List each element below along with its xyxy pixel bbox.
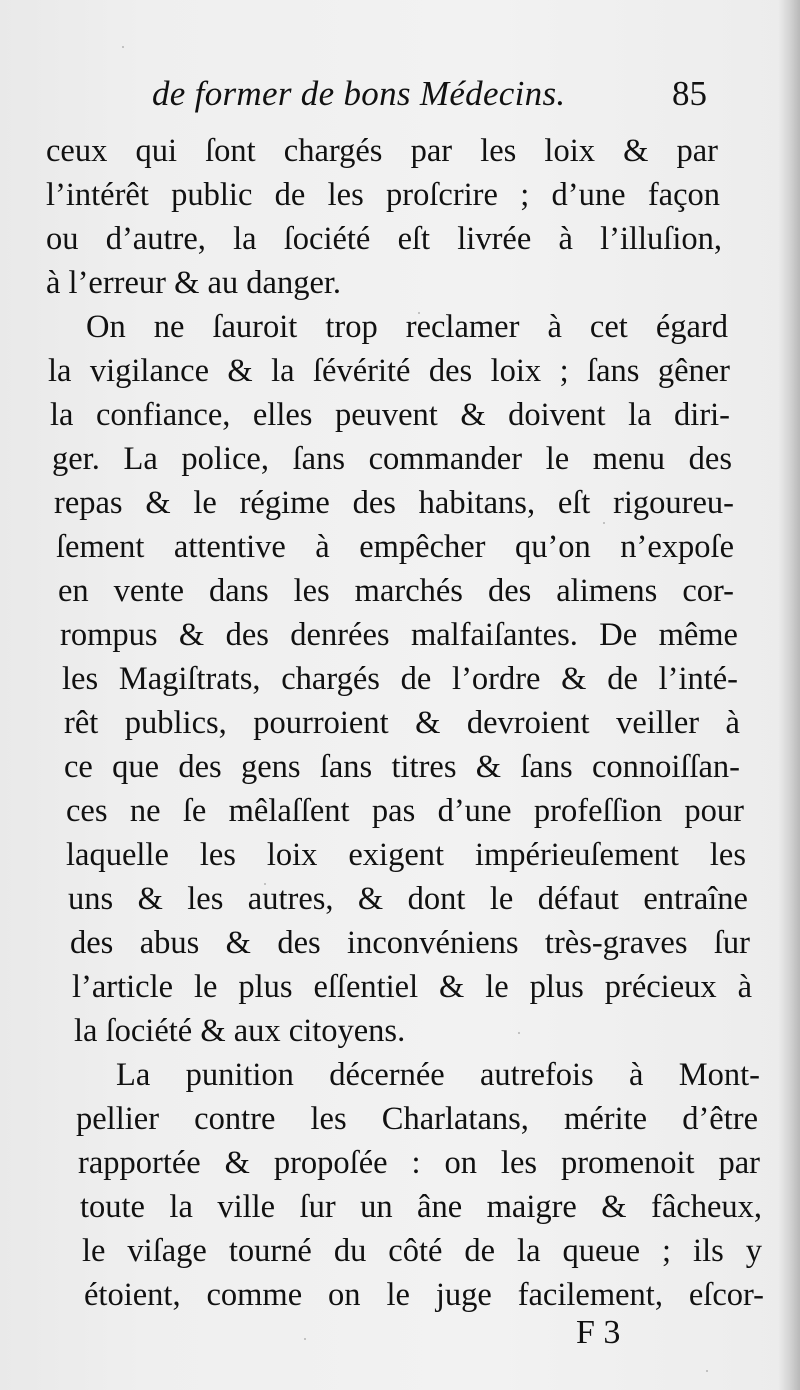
text-line: le viſage tourné du côté de la queue ; ils y — [82, 1233, 762, 1269]
page-footer — [0, 1314, 800, 1364]
text-line: La punition décernée autrefois à Mont- — [116, 1057, 760, 1093]
text-line: l’intérêt public de les proſcrire ; d’une façon — [46, 177, 720, 213]
text-line: étoient, comme on le juge facilement, eſcor- — [84, 1277, 764, 1313]
page-number: 85 — [672, 74, 707, 113]
running-title: de former de bons Médecins. — [152, 74, 566, 113]
text-line: repas & le régime des habitans, eſt rigoureu- — [54, 485, 734, 521]
text-line: ces ne ſe mêlaſſent pas d’une profeſſion pour — [66, 793, 744, 829]
text-line: uns & les autres, & dont le défaut entraîne — [68, 881, 748, 917]
paper-speckle — [518, 1032, 520, 1034]
paper-speckle — [706, 1370, 708, 1372]
text-line: On ne ſauroit trop reclamer à cet égard — [86, 309, 728, 345]
text-line: rompus & des denrées malfaiſantes. De même — [60, 617, 738, 653]
page-header — [0, 74, 800, 128]
signature-mark: F 3 — [576, 1314, 621, 1351]
text-line: rêt publics, pourroient & devroient veiller à — [64, 705, 740, 741]
text-line: en vente dans les marchés des alimens cor- — [58, 573, 734, 609]
text-line: pellier contre les Charlatans, mérite d’être — [76, 1101, 758, 1137]
text-line: ce que des gens ſans titres & ſans connoiſſan- — [64, 749, 740, 785]
text-line: l’article le plus eſſentiel & le plus précieux à — [72, 969, 752, 1005]
text-line: la confiance, elles peuvent & doivent la diri- — [50, 397, 730, 433]
text-line: les Magiſtrats, chargés de l’ordre & de l’inté- — [62, 661, 738, 697]
text-line: ou d’autre, la ſociété eſt livrée à l’illuſion, — [46, 221, 722, 257]
paper-speckle — [122, 46, 124, 48]
text-line: la vigilance & la ſévérité des loix ; ſans gêner — [48, 353, 730, 389]
text-line: ceux qui ſont chargés par les loix & par — [46, 133, 718, 169]
text-line: des abus & des inconvéniens très-graves ſur — [70, 925, 750, 961]
text-line: la ſociété & aux citoyens. — [74, 1013, 406, 1049]
text-line: rapportée & propoſée : on les promenoit par — [78, 1145, 760, 1181]
text-line: ger. La police, ſans commander le menu des — [52, 441, 732, 477]
page-edge-shadow — [778, 0, 800, 1390]
text-line: ſement attentive à empêcher qu’on n’expoſe — [56, 529, 734, 565]
text-line: laquelle les loix exigent impérieuſement les — [66, 837, 746, 873]
text-line: à l’erreur & au danger. — [46, 265, 342, 301]
text-line: toute la ville ſur un âne maigre & fâcheux, — [80, 1189, 762, 1225]
